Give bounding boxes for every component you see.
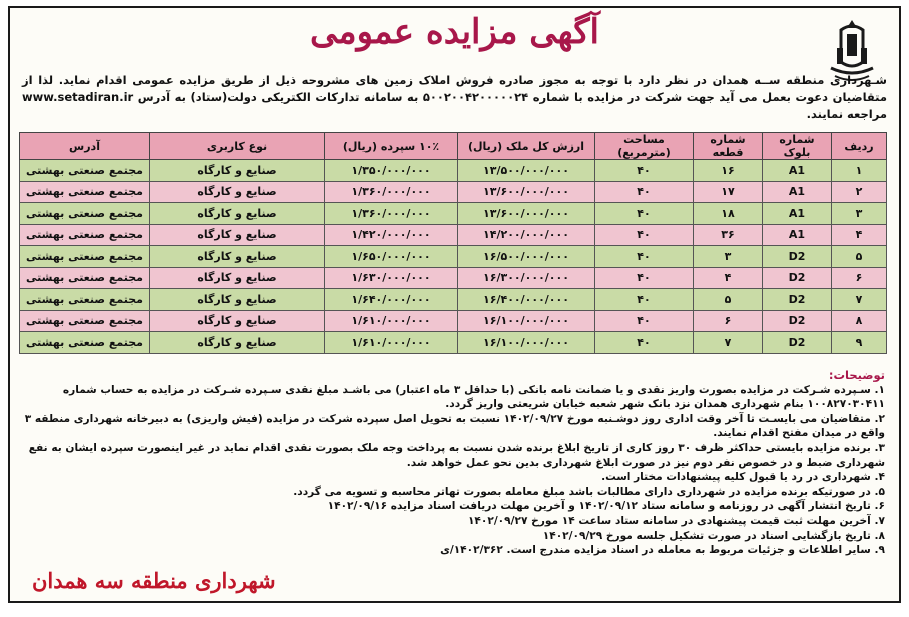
table-cell: ۱/۶۳۰/۰۰۰/۰۰۰ [325,267,458,289]
table-cell: ۱۶/۱۰۰/۰۰۰/۰۰۰ [458,332,595,354]
table-row [20,289,887,311]
table-cell: صنایع و کارگاه [150,181,325,203]
table-cell: صنایع و کارگاه [150,310,325,332]
table-cell: ۳ [832,203,887,225]
table-cell: ۱۶/۵۰۰/۰۰۰/۰۰۰ [458,246,595,268]
table-cell: ۱/۶۱۰/۰۰۰/۰۰۰ [325,332,458,354]
table-row [20,246,887,268]
table-cell: ۱/۴۲۰/۰۰۰/۰۰۰ [325,224,458,246]
table-cell: ۲ [832,181,887,203]
page-title: آگهی مزایده عمومی [310,12,599,52]
table-cell: D2 [763,310,832,332]
table-cell: ۷ [694,332,763,354]
table-row [20,332,887,354]
note-item: ۷. آخرین مهلت ثبت قیمت پیشنهادی در سامانه ستاد ساعت ۱۴ مورخ ۱۴۰۲/۰۹/۲۷ [467,514,885,527]
table-cell: ۵ [832,246,887,268]
table-cell: ۴۰ [595,181,694,203]
lots-table [19,132,887,354]
website-link[interactable]: www.setadiran.ir [22,90,134,104]
intro-text: شـهرداری منطقه ســه همدان در نظر دارد با توجه به مجوز صادره فروش املاک زمین های مشروحه ذیل از طریق مزایده عمومی اقدام نماید. لذا از متقاضیان دعوت بعمل می آید جهت شرکت در مزایده با شماره ۵۰۰۲۰۰۴۲۰۰۰۰۰۲۴ به سامانه تدارکات الکتریکی دولت(ستاد) به آدرس [22,73,887,104]
table-row [20,160,887,182]
column-header: آدرس [20,133,150,160]
table-cell: مجتمع صنعتی بهشتی [20,332,150,354]
notice-page [8,6,901,603]
table-cell: ۱۶/۳۰۰/۰۰۰/۰۰۰ [458,267,595,289]
table-cell: مجتمع صنعتی بهشتی [20,181,150,203]
column-header: ردیف [832,133,887,160]
table-cell: D2 [763,246,832,268]
column-header: شماره بلوک [763,133,832,160]
intro-paragraph [22,72,887,123]
table-cell: ۱/۳۶۰/۰۰۰/۰۰۰ [325,181,458,203]
note-item: ۹. سایر اطلاعات و جزئیات مربوط به معامله در اسناد مزایده مندرج است. ۱۴۰۲/۳۶۲/ی [440,544,885,557]
table-cell: مجتمع صنعتی بهشتی [20,289,150,311]
table-cell: ۱/۳۶۰/۰۰۰/۰۰۰ [325,203,458,225]
table-cell: ۱ [832,160,887,182]
table-cell: ۱۶ [694,160,763,182]
table-cell: ۱/۶۵۰/۰۰۰/۰۰۰ [325,246,458,268]
table-cell: صنایع و کارگاه [150,289,325,311]
table-cell: ۳۶ [694,224,763,246]
note-item: ۸. تاریخ بازگشایی اسناد در صورت تشکیل جلسه مورخ ۱۴۰۲/۰۹/۲۹ [542,529,885,542]
notes-heading: توضیحات: [828,368,885,382]
table-cell: ۱۶/۴۰۰/۰۰۰/۰۰۰ [458,289,595,311]
table-cell: صنایع و کارگاه [150,246,325,268]
intro-text-end: مراجعه نمایند. [806,107,887,121]
table-cell: ۴۰ [595,289,694,311]
note-item: ۲. متقاضیان می بایسـت تا آخر وقت اداری روز دوشـنبه مورخ ۱۴۰۲/۰۹/۲۷ نسبت به تحویل اصل سپرده شرکت در مزایده (فیش واریزی) به دبیرخانه شهرداری منطقه ۳ واقع در میدان مفتح اقدام نمایند. [24,412,885,440]
table-cell: ۴ [832,224,887,246]
table-cell: صنایع و کارگاه [150,332,325,354]
table-cell: صنایع و کارگاه [150,267,325,289]
table-cell: ۴۰ [595,332,694,354]
table-cell: ۱۸ [694,203,763,225]
note-item: ۱. سـپرده شـرکت در مزایده بصورت واریز نقدی و یا ضمانت نامه بانکی (با حداقل ۳ ماه اعتبار) می باشـد مبلغ نقدی سـپرده شـرکت در مزایده به حساب شماره ۱۰۰۸۲۷۰۳۰۴۱۱ بنام شهرداری همدان نزد بانک شهر شعبه خیابان شریعتی واریز گردد. [62,383,885,411]
table-cell: ۴۰ [595,203,694,225]
table-cell: مجتمع صنعتی بهشتی [20,224,150,246]
table-cell: ۱۷ [694,181,763,203]
table-cell: مجتمع صنعتی بهشتی [20,246,150,268]
table-cell: مجتمع صنعتی بهشتی [20,310,150,332]
table-cell: ۳ [694,246,763,268]
table-cell: D2 [763,332,832,354]
table-cell: ۱۳/۶۰۰/۰۰۰/۰۰۰ [458,203,595,225]
table-cell: ۱۳/۶۰۰/۰۰۰/۰۰۰ [458,181,595,203]
column-header: شماره قطعه [694,133,763,160]
table-cell: A1 [763,181,832,203]
table-cell: ۴۰ [595,246,694,268]
table-cell: مجتمع صنعتی بهشتی [20,203,150,225]
column-header: مساحت (مترمربع) [595,133,694,160]
notes-section [24,368,885,558]
table-cell: ۸ [832,310,887,332]
table-cell: A1 [763,203,832,225]
table-cell: ۱/۶۴۰/۰۰۰/۰۰۰ [325,289,458,311]
note-item: ۳. برنده مزایده بایستی حداکثر ظرف ۳۰ روز کاری از تاریخ ابلاغ برنده شدن نسبت به پرداخت وجه ملک بصورت نقدی اقدام نماید در غیر اینصورت سپرده ایشان به نفع شهرداری ضبط و در خصوص نفر دوم نیز در صورت ابلاغ شهرداری بدین نحو عمل خواهد شد. [28,441,885,469]
table-cell: ۴۰ [595,224,694,246]
table-cell: صنایع و کارگاه [150,224,325,246]
note-item: ۶. تاریخ انتشار آگهی در روزنامه و سامانه ستاد ۱۴۰۲/۰۹/۱۲ و آخرین مهلت دریافت اسناد مزایده ۱۴۰۲/۰۹/۱۶ [327,500,885,513]
note-item: ۴. شهرداری در رد یا قبول کلیه پیشنهادات مختار است. [601,471,885,484]
table-cell: D2 [763,289,832,311]
table-row [20,203,887,225]
table-cell: D2 [763,267,832,289]
table-cell: ۱۳/۵۰۰/۰۰۰/۰۰۰ [458,160,595,182]
table-cell: ۶ [694,310,763,332]
signature: شهرداری منطقه سه همدان [32,568,276,593]
table-cell: ۴ [694,267,763,289]
table-row [20,310,887,332]
table-row [20,224,887,246]
table-row [20,181,887,203]
table-cell: صنایع و کارگاه [150,160,325,182]
column-header: ارزش کل ملک (ریال) [458,133,595,160]
table-header-row [20,133,887,160]
table-cell: ۴۰ [595,160,694,182]
column-header: نوع کاربری [150,133,325,160]
table-cell: ۷ [832,289,887,311]
table-cell: A1 [763,224,832,246]
table-cell: ۱۶/۱۰۰/۰۰۰/۰۰۰ [458,310,595,332]
table-row [20,267,887,289]
table-cell: ۱/۳۵۰/۰۰۰/۰۰۰ [325,160,458,182]
table-cell: ۹ [832,332,887,354]
note-item: ۵. در صورتیکه برنده مزایده در شهرداری دارای مطالبات باشد مبلغ معامله بصورت تهاتر محاسبه و تسویه می گردد. [293,485,885,498]
table-cell: ۱۴/۲۰۰/۰۰۰/۰۰۰ [458,224,595,246]
table-cell: ۵ [694,289,763,311]
table-cell: ۶ [832,267,887,289]
table-cell: مجتمع صنعتی بهشتی [20,267,150,289]
table-cell: ۴۰ [595,267,694,289]
table-cell: مجتمع صنعتی بهشتی [20,160,150,182]
table-cell: A1 [763,160,832,182]
table-cell: صنایع و کارگاه [150,203,325,225]
table-cell: ۴۰ [595,310,694,332]
table-cell: ۱/۶۱۰/۰۰۰/۰۰۰ [325,310,458,332]
column-header: ۱۰٪ سپرده (ریال) [325,133,458,160]
